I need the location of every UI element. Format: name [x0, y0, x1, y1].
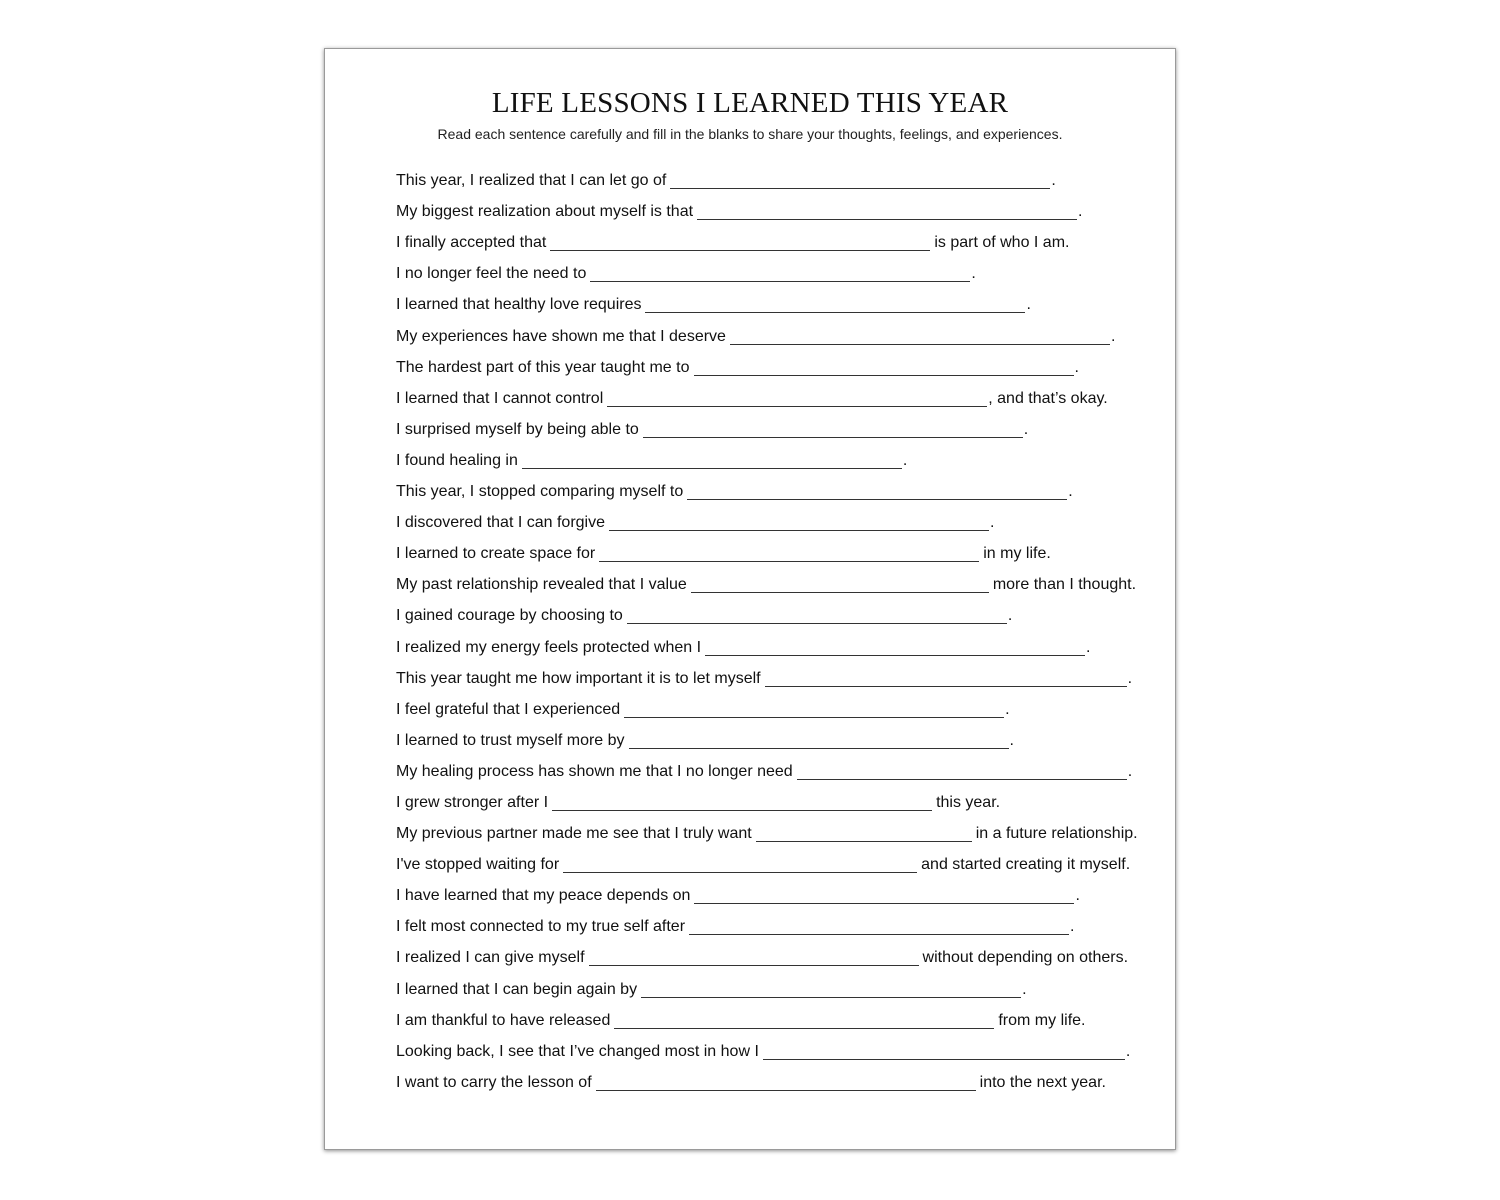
prompt-line: [396, 163, 1138, 194]
prompt-line: [396, 598, 1138, 629]
fill-in-blank[interactable]: [756, 828, 972, 842]
prompt-line: [396, 256, 1138, 287]
prompt-text: I have learned that my peace depends on: [396, 887, 691, 905]
worksheet-title: LIFE LESSONS I LEARNED THIS YEAR: [491, 87, 1009, 119]
prompt-line: [396, 1065, 1138, 1096]
fill-in-blank[interactable]: [627, 610, 1007, 624]
prompt-line: [396, 381, 1138, 412]
fill-in-blank[interactable]: [643, 424, 1023, 438]
fill-in-blank[interactable]: [765, 673, 1127, 687]
prompt-text: I learned that I cannot control: [396, 389, 604, 407]
prompt-text: I realized my energy feels protected when I: [396, 638, 702, 656]
prompt-list: [396, 163, 1138, 1096]
prompt-ending: in a future relationship.: [975, 825, 1138, 843]
prompt-line: [396, 536, 1138, 567]
prompt-ending: .: [1022, 980, 1027, 998]
prompt-ending: .: [1110, 327, 1116, 345]
fill-in-blank[interactable]: [694, 362, 1074, 376]
fill-in-blank[interactable]: [687, 486, 1067, 500]
prompt-ending: .: [1068, 483, 1073, 501]
prompt-line: [396, 287, 1138, 318]
fill-in-blank[interactable]: [797, 766, 1127, 780]
prompt-ending: this year.: [936, 793, 1001, 811]
prompt-ending: .: [1009, 731, 1014, 749]
prompt-line: [396, 940, 1138, 971]
prompt-line: [396, 350, 1138, 381]
prompt-text: I no longer feel the need to: [396, 265, 587, 283]
worksheet-instructions: Read each sentence carefully and fill in the blanks to share your thoughts, feelings, and experiences.: [437, 126, 1063, 142]
prompt-line: [396, 909, 1138, 940]
worksheet-page: [324, 48, 1176, 1150]
prompt-ending: .: [1127, 669, 1133, 687]
fill-in-blank[interactable]: [670, 175, 1050, 189]
prompt-ending: .: [1078, 203, 1083, 221]
prompt-ending: .: [1051, 172, 1056, 190]
prompt-ending: .: [971, 265, 976, 283]
fill-in-blank[interactable]: [624, 704, 1004, 718]
prompt-ending: .: [1023, 420, 1029, 438]
prompt-line: [396, 1003, 1138, 1034]
prompt-line: [396, 629, 1138, 660]
prompt-ending: and started creating it myself.: [921, 856, 1131, 874]
prompt-ending: into the next year.: [979, 1073, 1106, 1091]
prompt-line: [396, 412, 1138, 443]
prompt-line: [396, 816, 1138, 847]
fill-in-blank[interactable]: [641, 984, 1021, 998]
prompt-text: My previous partner made me see that I truly want: [396, 825, 752, 843]
fill-in-blank[interactable]: [599, 548, 979, 562]
fill-in-blank[interactable]: [522, 455, 902, 469]
prompt-line: [396, 567, 1138, 598]
prompt-text: My biggest realization about myself is that: [396, 203, 694, 221]
prompt-text: My experiences have shown me that I deserve: [396, 327, 726, 345]
prompt-ending: .: [1125, 1042, 1131, 1060]
prompt-text: I feel grateful that I experienced: [396, 700, 621, 718]
prompt-text: I gained courage by choosing to: [396, 607, 623, 625]
prompt-line: [396, 318, 1138, 349]
fill-in-blank[interactable]: [607, 393, 987, 407]
prompt-text: This year, I realized that I can let go of: [396, 172, 667, 190]
prompt-text: This year, I stopped comparing myself to: [396, 483, 684, 501]
prompt-text: I realized I can give myself: [396, 949, 585, 967]
fill-in-blank[interactable]: [691, 579, 989, 593]
prompt-text: My past relationship revealed that I value: [396, 576, 687, 594]
prompt-line: [396, 505, 1138, 536]
prompt-ending: .: [902, 451, 908, 469]
fill-in-blank[interactable]: [609, 517, 989, 531]
prompt-line: [396, 878, 1138, 909]
prompt-text: I finally accepted that: [396, 234, 547, 252]
prompt-line: [396, 971, 1138, 1002]
prompt-line: [396, 847, 1138, 878]
fill-in-blank[interactable]: [645, 299, 1025, 313]
prompt-ending: .: [1007, 607, 1013, 625]
prompt-text: I grew stronger after I: [396, 793, 549, 811]
prompt-text: I am thankful to have released: [396, 1011, 611, 1029]
prompt-line: [396, 754, 1138, 785]
prompt-line: [396, 692, 1138, 723]
prompt-text: I want to carry the lesson of: [396, 1073, 592, 1091]
prompt-ending: .: [1026, 296, 1031, 314]
prompt-line: [396, 1034, 1138, 1065]
prompt-ending: .: [1070, 918, 1075, 936]
prompt-line: [396, 723, 1138, 754]
fill-in-blank[interactable]: [730, 331, 1110, 345]
prompt-text: I learned to create space for: [396, 545, 596, 563]
prompt-ending: .: [1074, 358, 1079, 376]
prompt-ending: more than I thought.: [992, 576, 1137, 594]
prompt-text: I learned that healthy love requires: [396, 296, 642, 314]
prompt-text: I've stopped waiting for: [396, 856, 560, 874]
prompt-text: My healing process has shown me that I no longer need: [396, 762, 793, 780]
fill-in-blank[interactable]: [550, 237, 930, 251]
prompt-text: I discovered that I can forgive: [396, 514, 605, 532]
prompt-text: I surprised myself by being able to: [396, 420, 639, 438]
prompt-ending: is part of who I am.: [934, 234, 1070, 252]
fill-in-blank[interactable]: [763, 1046, 1125, 1060]
prompt-text: Looking back, I see that I’ve changed most in how I: [396, 1042, 759, 1060]
fill-in-blank[interactable]: [590, 268, 970, 282]
prompt-ending: , and that’s okay.: [988, 389, 1108, 407]
fill-in-blank[interactable]: [589, 952, 919, 966]
prompt-line: [396, 225, 1138, 256]
fill-in-blank[interactable]: [614, 1015, 994, 1029]
fill-in-blank[interactable]: [629, 735, 1009, 749]
prompt-ending: .: [1127, 762, 1133, 780]
prompt-text: I found healing in: [396, 451, 518, 469]
prompt-text: This year taught me how important it is to let myself: [396, 669, 761, 687]
prompt-text: I learned that I can begin again by: [396, 980, 638, 998]
fill-in-blank[interactable]: [694, 890, 1074, 904]
fill-in-blank[interactable]: [552, 797, 932, 811]
prompt-ending: in my life.: [983, 545, 1051, 563]
prompt-ending: .: [1075, 887, 1080, 905]
prompt-ending: from my life.: [998, 1011, 1086, 1029]
fill-in-blank[interactable]: [689, 921, 1069, 935]
prompt-ending: .: [1086, 638, 1091, 656]
prompt-ending: .: [990, 514, 995, 532]
prompt-line: [396, 443, 1138, 474]
prompt-text: I learned to trust myself more by: [396, 731, 625, 749]
prompt-text: I felt most connected to my true self after: [396, 918, 686, 936]
prompt-text: The hardest part of this year taught me to: [396, 358, 690, 376]
fill-in-blank[interactable]: [596, 1077, 976, 1091]
prompt-ending: without depending on others.: [922, 949, 1129, 967]
prompt-line: [396, 194, 1138, 225]
prompt-line: [396, 661, 1138, 692]
fill-in-blank[interactable]: [705, 642, 1085, 656]
prompt-line: [396, 474, 1138, 505]
fill-in-blank[interactable]: [563, 859, 917, 873]
prompt-ending: .: [1005, 700, 1010, 718]
fill-in-blank[interactable]: [697, 206, 1077, 220]
prompt-line: [396, 785, 1138, 816]
